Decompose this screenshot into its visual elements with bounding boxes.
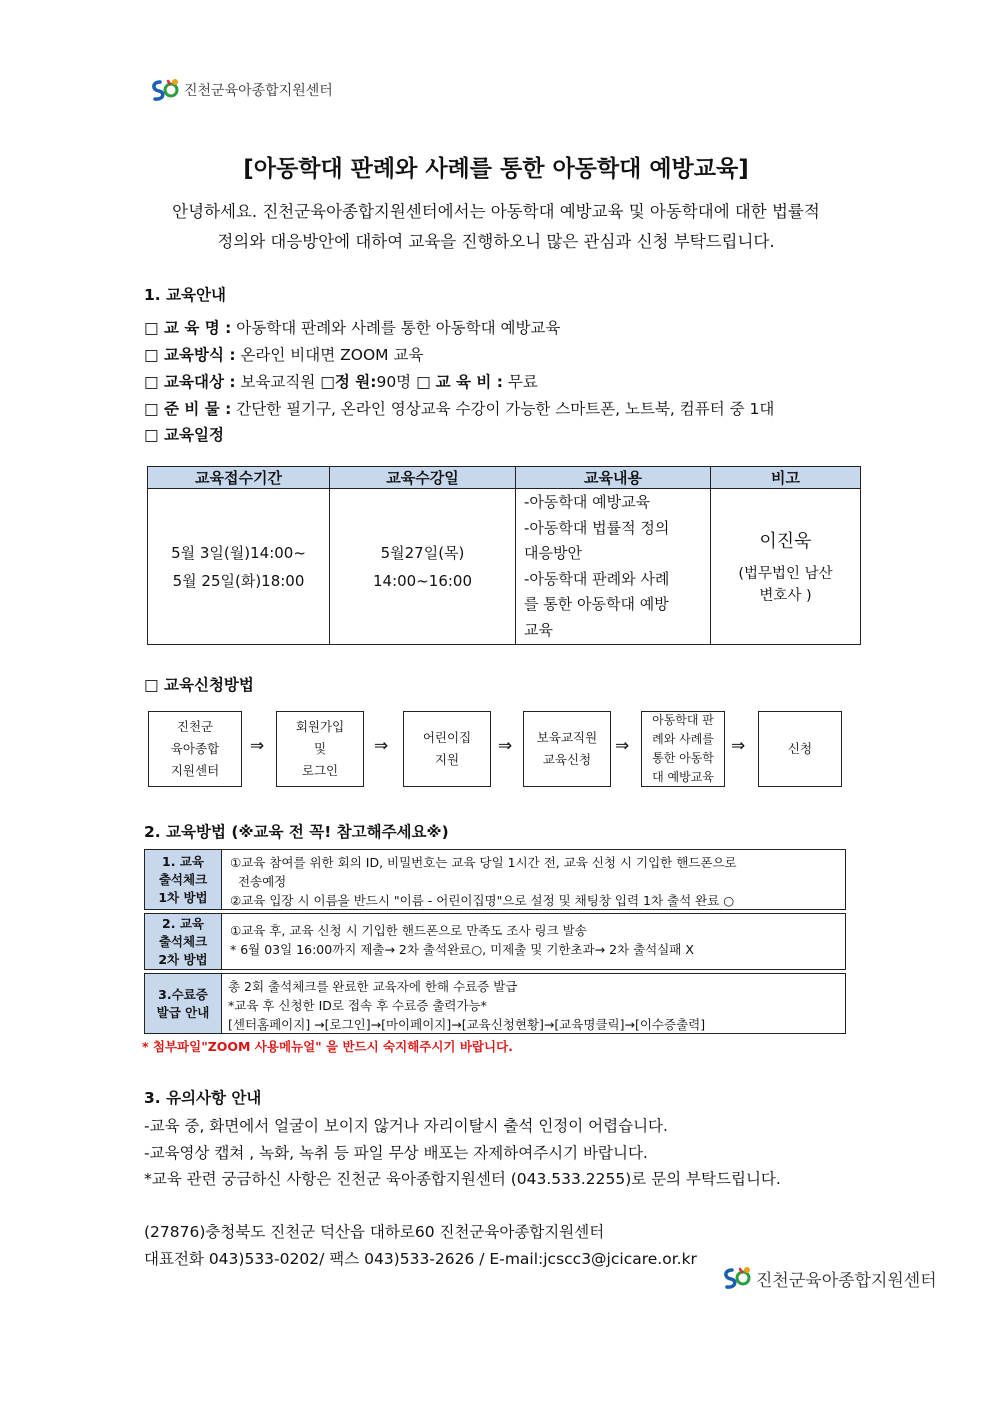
flow-text: 지원 — [434, 752, 460, 767]
caution-line: *교육 관련 궁금하신 사항은 진천군 육아종합지원센터 (043.533.2255)로 문의 부탁드립니다. — [144, 1170, 781, 1188]
period-end: 5월 25일(화)18:00 — [172, 571, 305, 590]
flow-text: 신청 — [787, 741, 813, 756]
note-cell — [711, 489, 861, 645]
info-label: □ 교육방식 : — [144, 346, 236, 364]
date-time: 14:00~16:00 — [372, 571, 473, 590]
content-cell — [516, 489, 711, 645]
method-label: 2. 교육 출석체크 2차 방법 — [145, 914, 222, 969]
info-value: 보육교직원 □ — [235, 373, 335, 391]
method-line: ②교육 입장 시 이름을 반드시 "이름 - 어린이집명"으로 설정 및 채팅창 입력 1차 출석 완료 ○ — [230, 893, 735, 908]
apply-method-heading: □ 교육신청방법 — [144, 676, 254, 694]
table-header: 교육수강일 — [330, 467, 516, 489]
flow-text: 진천군 — [176, 719, 214, 734]
info-supplies — [144, 397, 774, 419]
footer-contact: 대표전화 043)533-0202/ 팩스 043)533-2626 / E-mail:jcscc3@jcicare.or.kr — [144, 1250, 697, 1268]
info-value: 간단한 필기구, 온라인 영상교육 수강이 가능한 스마트폰, 노트북, 컴퓨터 중 1대 — [231, 400, 775, 418]
date-cell — [330, 489, 516, 645]
flow-text: 육아종합 — [170, 741, 220, 756]
method-box-1 — [144, 849, 846, 910]
method-text — [230, 853, 839, 910]
period-cell — [148, 489, 330, 645]
method-line: * 6월 03일 16:00까지 제출→ 2차 출석완료○, 미제출 및 기한초과→ 2차 출석실패 X — [230, 942, 694, 957]
method-line: 전송예정 — [230, 874, 287, 889]
zoom-manual-notice: * 첨부파일"ZOOM 사용메뉴얼" 을 반드시 숙지해주시기 바랍니다. — [142, 1039, 513, 1054]
flow-text: 회원가입 — [295, 719, 345, 734]
flow-text: 례와 사례를 — [652, 732, 714, 746]
info-method — [144, 343, 423, 365]
logo-text: 진천군육아종합지원센터 — [184, 83, 333, 99]
flow-text: 어린이집 — [422, 730, 472, 745]
flow-text: 교육신청 — [542, 752, 592, 767]
content-line: -아동학대 법률적 정의 — [524, 518, 670, 537]
method-line: ①교육 후, 교육 신청 시 기입한 핸드폰으로 만족도 조사 링크 발송 — [230, 923, 587, 938]
method-text — [228, 977, 839, 1034]
flow-text: 보육교직원 — [536, 730, 598, 745]
info-schedule — [144, 423, 224, 445]
footer-logo — [722, 1264, 937, 1292]
info-value: 90명 □ — [376, 373, 436, 391]
content-line: 대응방안 — [524, 544, 582, 562]
method-line: [센터홈페이지] →[로그인]→[마이페이지]→[교육신청현황]→[교육명클릭]→[이수증출력] — [228, 1017, 706, 1032]
content-line: 를 통한 아동학대 예방 — [524, 595, 669, 613]
table-header: 비고 — [711, 467, 861, 489]
flow-step-course — [641, 711, 725, 787]
method-label: 1. 교육 출석체크 1차 방법 — [145, 850, 222, 909]
method-label: 3.수료증 발급 안내 — [145, 974, 222, 1033]
footer-address: (27876)충청북도 진천군 덕산읍 대하로60 진천군육아종합지원센터 — [144, 1223, 605, 1241]
instructor-role: 변호사 ) — [759, 587, 812, 604]
period-start: 5월 3일(월)14:00~ — [171, 543, 306, 562]
info-label: 정 원: — [334, 373, 377, 391]
flow-text: 로그인 — [301, 763, 339, 778]
center-logo-icon — [150, 78, 180, 102]
flow-arrow: ⇒ — [250, 736, 265, 756]
instructor-name: 이진욱 — [759, 530, 812, 552]
flow-text: 대 예방교육 — [652, 770, 714, 784]
flow-step-staff-application — [523, 711, 611, 787]
caution-line: -교육 중, 화면에서 얼굴이 보이지 않거나 자리이탈시 출석 인정이 어렵습니다. — [144, 1117, 668, 1135]
info-label: □ 준 비 물 : — [144, 400, 232, 418]
flow-text: 지원센터 — [170, 763, 220, 778]
flow-step-apply — [758, 711, 842, 787]
info-target — [144, 370, 538, 392]
intro-line-2: 정의와 대응방안에 대하여 교육을 진행하오니 많은 관심과 신청 부탁드립니다. — [217, 232, 775, 251]
flow-text: 및 — [313, 741, 327, 756]
flow-arrow: ⇒ — [498, 736, 513, 756]
flow-step-daycare-support — [403, 711, 491, 787]
content-line: 교육 — [524, 620, 553, 639]
method-line: ①교육 참여를 위한 회의 ID, 비밀번호는 교육 당일 1시간 전, 교육 신청 시 기입한 핸드폰으로 — [230, 855, 737, 870]
table-header: 교육접수기간 — [148, 467, 330, 489]
info-label: □ 교육일정 — [144, 426, 224, 444]
info-label: 교 육 비 : — [435, 373, 503, 391]
table-header: 교육내용 — [516, 467, 711, 489]
instructor-affiliation: (법무법인 남산 — [738, 565, 833, 582]
method-box-2 — [144, 913, 846, 970]
flow-arrow: ⇒ — [615, 736, 630, 756]
schedule-table — [147, 466, 861, 645]
flow-text: 아동학대 판 — [652, 713, 714, 727]
date-day: 5월27일(목) — [380, 543, 465, 562]
method-line: *교육 후 신청한 ID로 접속 후 수료증 출력가능* — [228, 998, 487, 1013]
flow-step-signup — [276, 711, 364, 787]
section-3-heading: 3. 유의사항 안내 — [144, 1089, 262, 1107]
caution-line: -교육영상 캡쳐 , 녹화, 녹취 등 파일 무상 배포는 자제하여주시기 바랍니다. — [144, 1144, 648, 1162]
page-title: [아동학대 판례와 사례를 통한 아동학대 예방교육] — [243, 156, 749, 182]
intro-line-1: 안녕하세요. 진천군육아종합지원센터에서는 아동학대 예방교육 및 아동학대에 대한 법률적 — [172, 202, 820, 221]
content-line: -아동학대 판례와 사례 — [524, 569, 670, 588]
info-value: 온라인 비대면 ZOOM 교육 — [235, 346, 424, 364]
logo-text: 진천군육아종합지원센터 — [756, 1270, 937, 1291]
info-label: □ 교육대상 : — [144, 373, 236, 391]
section-1-heading: 1. 교육안내 — [144, 286, 226, 304]
flow-step-center — [148, 711, 242, 787]
header-logo — [150, 78, 333, 102]
method-text — [230, 921, 839, 959]
method-line: 총 2회 출석체크를 완료한 교육자에 한해 수료증 발급 — [228, 979, 518, 994]
center-logo-icon — [722, 1264, 752, 1292]
content-line: -아동학대 예방교육 — [524, 493, 651, 511]
info-value: 아동학대 판례와 사례를 통한 아동학대 예방교육 — [231, 319, 561, 337]
info-label: □ 교 육 명 : — [144, 319, 232, 337]
flow-arrow: ⇒ — [731, 736, 746, 756]
flow-text: 통한 아동학 — [652, 751, 714, 765]
section-2-heading: 2. 교육방법 (※교육 전 꼭! 참고해주세요※) — [144, 823, 449, 841]
info-course-name — [144, 316, 560, 338]
method-box-3 — [144, 973, 846, 1034]
flow-arrow: ⇒ — [374, 736, 389, 756]
info-value: 무료 — [502, 373, 538, 391]
